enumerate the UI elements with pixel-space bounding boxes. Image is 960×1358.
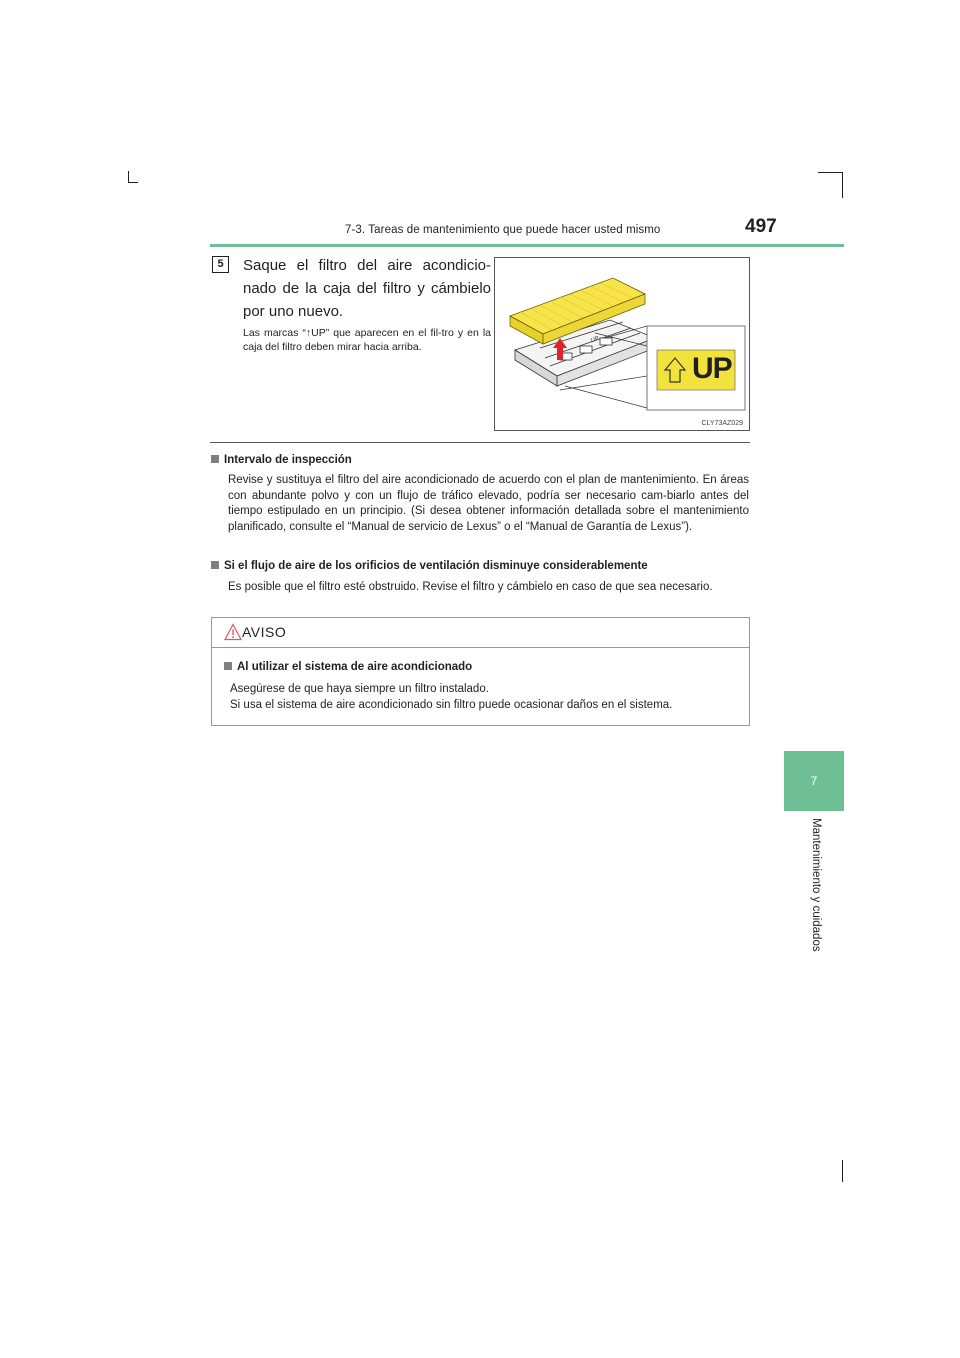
warning-header: [212, 618, 749, 648]
chapter-tab: 7: [784, 751, 844, 811]
step-number-badge: 5: [212, 256, 229, 273]
filter-drawing: [495, 258, 749, 430]
section-body-airflow: Es posible que el filtro esté obstruido. Revise el filtro y cámbielo en caso de que sea necesario.: [228, 581, 713, 593]
filter-illustration: [494, 257, 750, 431]
page-number: 497: [745, 216, 777, 237]
crop-mark: [818, 172, 843, 173]
section-body-inspection: Revise y sustituya el filtro del aire acondicionado de acuerdo con el plan de mantenimiento. En áreas con abundante polvo y con un flujo de tráfico elevado, podría ser necesario cam-biarlo antes del tiempo estipulado en un principio. (Si desea obtener información detallada sobre el mantenimiento planificado, consulte el “Manual de servicio de Lexus” o el “Manual de Garantía de Lexus”).: [228, 474, 749, 533]
warning-line-2: Si usa el sistema de aire acondicionado sin filtro puede ocasionar daños en el sistema.: [230, 698, 673, 711]
square-bullet-icon: [224, 662, 232, 670]
section-title-text: Si el flujo de aire de los orificios de ventilación disminuye considerablemente: [224, 560, 648, 572]
section-title-airflow: [211, 560, 648, 572]
header-section-title: 7-3. Tareas de mantenimiento que puede hacer usted mismo: [345, 224, 661, 236]
warning-body: [230, 682, 740, 713]
chapter-title: Mantenimiento y cuidados: [810, 818, 822, 952]
small-up-label: UP: [590, 335, 601, 345]
warning-triangle-icon: [224, 623, 242, 641]
crop-mark: [842, 1160, 843, 1182]
step-note: Las marcas “↑UP” que aparecen en el fil-tro y en la caja del filtro deben mirar hacia arriba.: [243, 327, 491, 353]
up-label: UP: [692, 352, 732, 385]
section-title-text: Intervalo de inspección: [224, 454, 352, 466]
square-bullet-icon: [211, 455, 219, 463]
section-title-inspection: [211, 454, 352, 466]
header-rule: [210, 244, 844, 247]
chapter-side-label: [808, 818, 824, 968]
warning-section-title: [224, 661, 472, 673]
crop-mark: [842, 172, 843, 198]
warning-box: [211, 617, 750, 726]
warning-section-text: Al utilizar el sistema de aire acondicionado: [237, 661, 473, 673]
figure-code: CLY73AZ029: [701, 420, 743, 427]
warning-title: AVISO: [242, 624, 287, 640]
square-bullet-icon: [211, 561, 219, 569]
step-instruction: Saque el filtro del aire acondicio-nado de la caja del filtro y cámbielo por uno nuevo.: [243, 257, 491, 320]
section-separator: [210, 442, 750, 443]
warning-line-1: Asegúrese de que haya siempre un filtro instalado.: [230, 683, 489, 695]
crop-mark: [128, 182, 138, 183]
